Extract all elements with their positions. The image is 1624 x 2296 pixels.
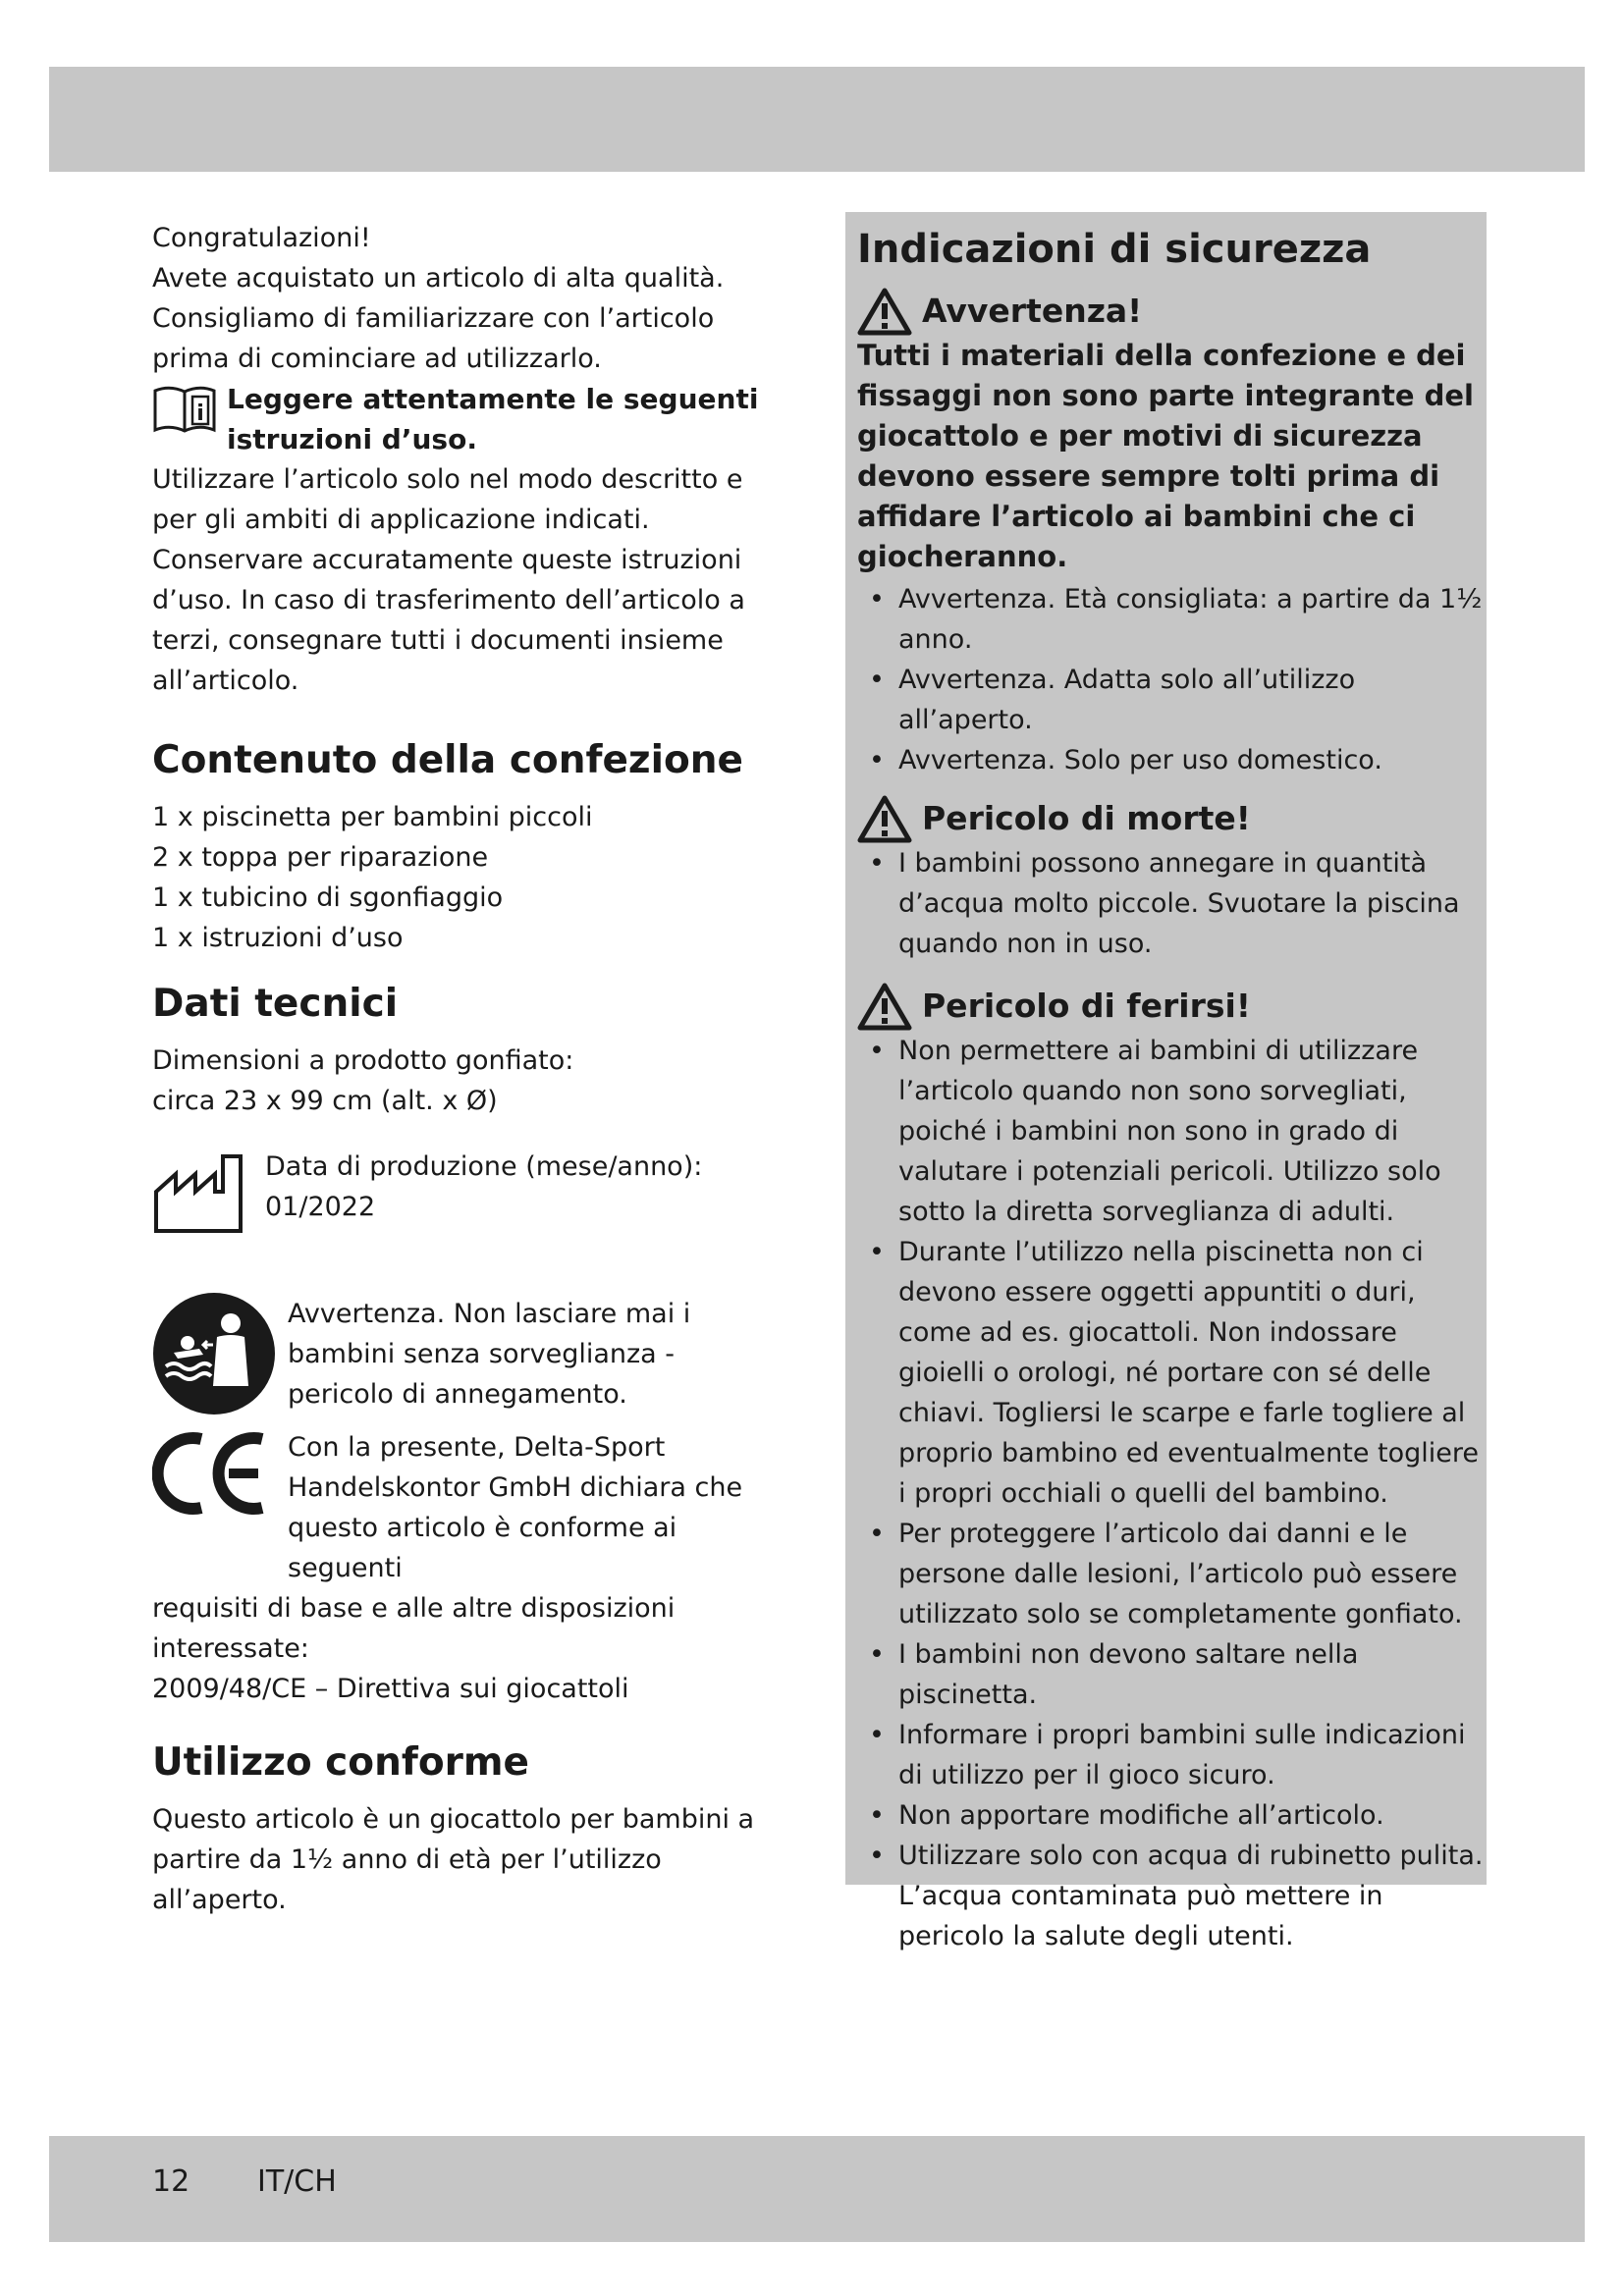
list-item: • Non apportare modifiche all’articolo. [857, 1795, 1487, 1836]
read-instructions-label: Leggere attentamente le seguenti istruzioni d’uso. [227, 383, 759, 455]
list-item: • Non permettere ai bambini di utilizzare l’articolo quando non sono sorvegliati, poiché i bambini non sono in grado di valutare i potenziali pericoli. Utilizzo solo sotto la diretta sorveglianza di adulti. [857, 1031, 1487, 1232]
usage-paragraph: Utilizzare l’articolo solo nel modo descritto e per gli ambiti di applicazione indicati. Conservare accuratamente queste istruzioni d’uso. In caso di trasferimento dell’articolo a terzi, consegnare tutti i documenti insieme all’articolo. [152, 464, 745, 696]
list-item: • Avvertenza. Solo per uso domestico. [857, 740, 1487, 780]
page-number: 12 [152, 2164, 190, 2199]
ce-directive: 2009/48/CE – Direttiva sui giocattoli [152, 1674, 629, 1704]
contents-item: 2 x toppa per riparazione [152, 842, 489, 873]
warning-triangle-icon [857, 287, 912, 336]
death-heading-row [857, 794, 1487, 843]
read-instructions-notice [152, 379, 781, 459]
left-column [152, 218, 781, 1920]
contents-item: 1 x istruzioni d’uso [152, 923, 404, 953]
list-item: • I bambini possono annegare in quantità d’acqua molto piccole. Svuotare la piscina quando non in uso. [857, 843, 1487, 964]
drowning-warning-text: Avvertenza. Non lasciare mai i bambini senza sorveglianza - pericolo di annegamento. [288, 1299, 691, 1410]
dimensions-label: Dimensioni a prodotto gonfiato: [152, 1045, 574, 1076]
warning-list [857, 579, 1487, 780]
tech-heading: Dati tecnici [152, 982, 399, 1026]
intro-greeting: Congratulazioni! [152, 223, 371, 253]
list-item: • Avvertenza. Età consigliata: a partire da 1½ anno. [857, 579, 1487, 660]
injury-list [857, 1031, 1487, 1956]
injury-heading: Pericolo di ferirsi! [922, 987, 1251, 1025]
drowning-warning [152, 1294, 781, 1421]
list-item: • Per proteggere l’articolo dai danni e le persone dalle lesioni, l’articolo può essere utilizzato solo se completamente gonfiato. [857, 1514, 1487, 1634]
locale-label: IT/CH [257, 2164, 337, 2199]
info-book-icon [152, 385, 217, 436]
contents-heading: Contenuto della confezione [152, 738, 743, 782]
svg-text:i: i [196, 401, 204, 426]
factory-icon [152, 1152, 246, 1235]
list-item: • Utilizzare solo con acqua di rubinetto pulita. L’acqua contaminata può mettere in pericolo la salute degli utenti. [857, 1836, 1487, 1956]
injury-heading-row [857, 982, 1487, 1031]
production-date-label: Data di produzione (mese/anno): [265, 1151, 703, 1182]
warning-heading-row [857, 287, 1487, 336]
death-list [857, 843, 1487, 964]
warning-heading: Avvertenza! [922, 292, 1143, 330]
production-date-value: 01/2022 [265, 1192, 376, 1222]
intended-use-heading: Utilizzo conforme [152, 1740, 529, 1785]
ce-text-full: requisiti di base e alle altre disposizioni interessate: [152, 1593, 676, 1664]
death-heading: Pericolo di morte! [922, 799, 1251, 837]
no-unattended-child-icon [152, 1292, 276, 1415]
ce-declaration [152, 1427, 781, 1709]
list-item: • I bambini non devono saltare nella piscinetta. [857, 1634, 1487, 1715]
list-item: • Informare i propri bambini sulle indicazioni di utilizzo per il gioco sicuro. [857, 1715, 1487, 1795]
warning-triangle-icon [857, 794, 912, 843]
warning-bold-text: Tutti i materiali della confezione e dei fissaggi non sono parte integrante del giocattolo e per motivi di sicurezza devono essere sempre tolti prima di affidare l’articolo ai bambini che ci giocheranno. [857, 339, 1474, 573]
ce-mark-icon [152, 1431, 270, 1516]
ce-text-indented: Con la presente, Delta-Sport Handelskontor GmbH dichiara che questo articolo è conforme ai seguenti [288, 1432, 743, 1583]
list-item: • Avvertenza. Adatta solo all’utilizzo all’aperto. [857, 660, 1487, 740]
intro-paragraph: Avete acquistato un articolo di alta qualità. Consigliamo di familiarizzare con l’articolo prima di cominciare ad utilizzarlo. [152, 263, 725, 374]
production-date [152, 1147, 781, 1264]
safety-heading: Indicazioni di sicurezza [857, 227, 1372, 272]
intended-use-text: Questo articolo è un giocattolo per bambini a partire da 1½ anno di età per l’utilizzo all’aperto. [152, 1804, 755, 1915]
dimensions-value: circa 23 x 99 cm (alt. x Ø) [152, 1086, 498, 1116]
safety-panel [845, 212, 1487, 1951]
header-band [49, 67, 1585, 172]
list-item: • Durante l’utilizzo nella piscinetta non ci devono essere oggetti appuntiti o duri, come ad es. giocattoli. Non indossare gioielli o orologi, né portare con sé delle chiavi. Togliersi le scarpe e farle togliere al proprio bambino ed eventualmente togliere i propri occhiali o quelli del bambino. [857, 1232, 1487, 1514]
contents-item: 1 x piscinetta per bambini piccoli [152, 802, 593, 832]
warning-triangle-icon [857, 982, 912, 1031]
contents-item: 1 x tubicino di sgonfiaggio [152, 882, 504, 913]
